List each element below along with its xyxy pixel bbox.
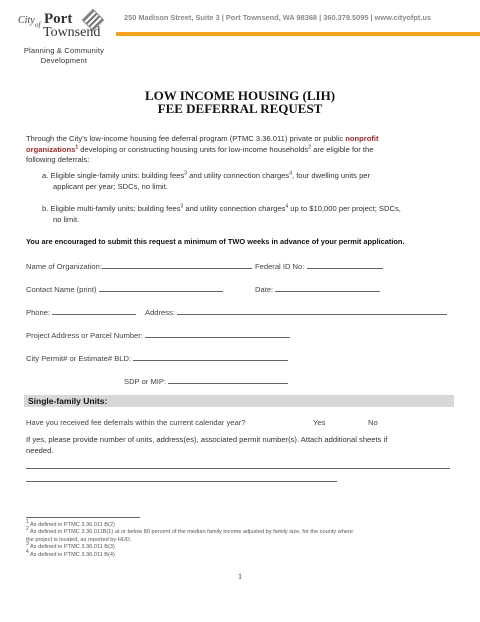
federal-id-input-line[interactable]: [307, 260, 383, 269]
page-number: 1: [238, 572, 242, 581]
deferral-b-line2: no limit.: [53, 214, 80, 224]
city-permit-input-line[interactable]: [133, 352, 288, 361]
single-family-heading: Single-family Units:: [28, 396, 108, 406]
date-field[interactable]: [255, 283, 380, 294]
contact-name-label: Contact Name (print): [26, 285, 97, 294]
logo-of-text: of: [35, 21, 41, 29]
footnote-item: [26, 526, 456, 536]
footnotes: [26, 519, 456, 559]
organization-label: Name of Organization:: [26, 262, 102, 271]
intro-paragraph: [26, 134, 456, 166]
contact-name-input-line[interactable]: [99, 283, 223, 292]
sdp-mip-field[interactable]: [124, 375, 288, 386]
deferral-a-text-post: , four dwelling units per: [291, 171, 371, 180]
project-address-field[interactable]: [26, 329, 290, 340]
logo-port-text: Port: [44, 11, 73, 27]
title-line2: FEE DEFERRAL REQUEST: [157, 101, 323, 116]
submission-notice: You are encouraged to submit this request a minimum of TWO weeks in advance of your permit application.: [26, 237, 405, 246]
intro-organizations-word: organizations: [26, 144, 76, 154]
organization-input-line[interactable]: [102, 260, 252, 269]
deferral-item-b: [42, 204, 462, 225]
organization-field[interactable]: [26, 260, 252, 271]
deferral-item-a: [42, 171, 452, 192]
deferral-b-text-post: up to $10,000 per project; SDCs,: [288, 204, 401, 213]
header-accent-bar: [116, 32, 480, 36]
footnote-text: As defined in PTMC 3.36.011B(1) at or below 80 percent of the median family income adjusted by family size, for the county where: [28, 529, 353, 536]
project-address-label: Project Address or Parcel Number:: [26, 331, 143, 340]
yes-option[interactable]: Yes: [313, 418, 326, 427]
footnote-separator: [26, 517, 140, 518]
logo-city-text: City: [18, 15, 35, 26]
logo-townsend-text: Townsend: [43, 25, 101, 40]
footnote-number: 4: [26, 548, 29, 555]
project-address-input-line[interactable]: [145, 329, 290, 338]
intro-nonprofit-word: nonprofit: [345, 134, 379, 143]
deferral-b-text-mid: and utility connection charges: [183, 204, 286, 213]
title-line1: LOW INCOME HOUSING (LIH): [144, 88, 336, 103]
address-input-line[interactable]: [177, 306, 447, 315]
footnote-text: As defined in PTMC 3.36.011 B(2): [28, 522, 115, 528]
footnote-item: [26, 541, 456, 551]
sdp-mip-label: SDP or MIP:: [124, 377, 167, 386]
header-contact-info: 250 Madison Street, Suite 3 | Port Townsend, WA 98368 | 360.379.5095 | www.cityofpt.us: [124, 13, 431, 22]
instructions-line1: If yes, please provide number of units, address(es), associated permit number(s). Attach additional sheets if: [26, 435, 388, 444]
intro-text-part1: Through the City’s low-income housing fee deferral program (PTMC 3.36.011) private or public: [26, 134, 346, 143]
city-permit-field[interactable]: [26, 352, 288, 363]
intro-text-part3: are eligible for the: [311, 144, 374, 154]
city-permit-label: City Permit# or Estimate# BLD:: [26, 354, 132, 363]
footnote-item: [26, 548, 456, 559]
deferral-question: Have you received fee deferrals within the current calendar year?: [26, 418, 246, 427]
logo-department-line1: Planning & Community: [23, 46, 105, 55]
address-field[interactable]: [145, 306, 447, 317]
contact-name-field[interactable]: [26, 283, 223, 294]
footnote-number: 1: [26, 519, 29, 526]
footnote-text: the project is located, as reported by HUD.: [26, 536, 132, 543]
footnote-ref-4a: 4: [289, 170, 292, 177]
deferral-a-line2: applicant per year; SDCs, no limit.: [53, 181, 168, 191]
instructions-line2: needed.: [26, 445, 54, 455]
footnote-text: As defined in PTMC 3.36.011 B(4): [28, 551, 115, 558]
phone-input-line[interactable]: [52, 306, 136, 315]
single-family-instructions: [26, 435, 456, 456]
footnote-ref-4b: 4: [285, 203, 289, 210]
deferral-a-text-pre: a. Eligible single-family units: building fees: [42, 171, 185, 180]
phone-label: Phone:: [26, 308, 51, 317]
footnote-number: 2: [26, 526, 29, 533]
footnote-ref-3a: 3: [184, 170, 188, 177]
federal-id-field[interactable]: [255, 260, 383, 271]
federal-id-label: Federal ID No:: [255, 262, 305, 271]
sdp-mip-input-line[interactable]: [168, 375, 288, 384]
no-option[interactable]: No: [368, 418, 378, 427]
intro-text-part2: developing or constructing housing units for low-income households: [78, 144, 309, 154]
footnote-ref-2: 2: [308, 143, 311, 150]
intro-text-line3: following deferrals:: [26, 155, 90, 164]
city-logo: [8, 8, 120, 66]
response-line-1[interactable]: [26, 468, 450, 469]
deferral-b-text-pre: b. Eligible multi-family units: building fees: [42, 204, 181, 213]
date-label: Date:: [255, 285, 274, 294]
address-label: Address:: [145, 308, 175, 317]
footnote-ref-1: 1: [75, 143, 79, 150]
footnote-number: 3: [26, 541, 29, 548]
phone-field[interactable]: [26, 306, 136, 317]
deferral-a-text-mid: and utility connection charges: [187, 171, 290, 180]
footnote-ref-3b: 3: [180, 203, 184, 210]
response-line-2[interactable]: [26, 481, 337, 482]
date-input-line[interactable]: [275, 283, 380, 292]
logo-department-line2: Development: [40, 56, 88, 65]
footnote-text: As defined in PTMC 3.36.011 B(3): [28, 544, 115, 551]
